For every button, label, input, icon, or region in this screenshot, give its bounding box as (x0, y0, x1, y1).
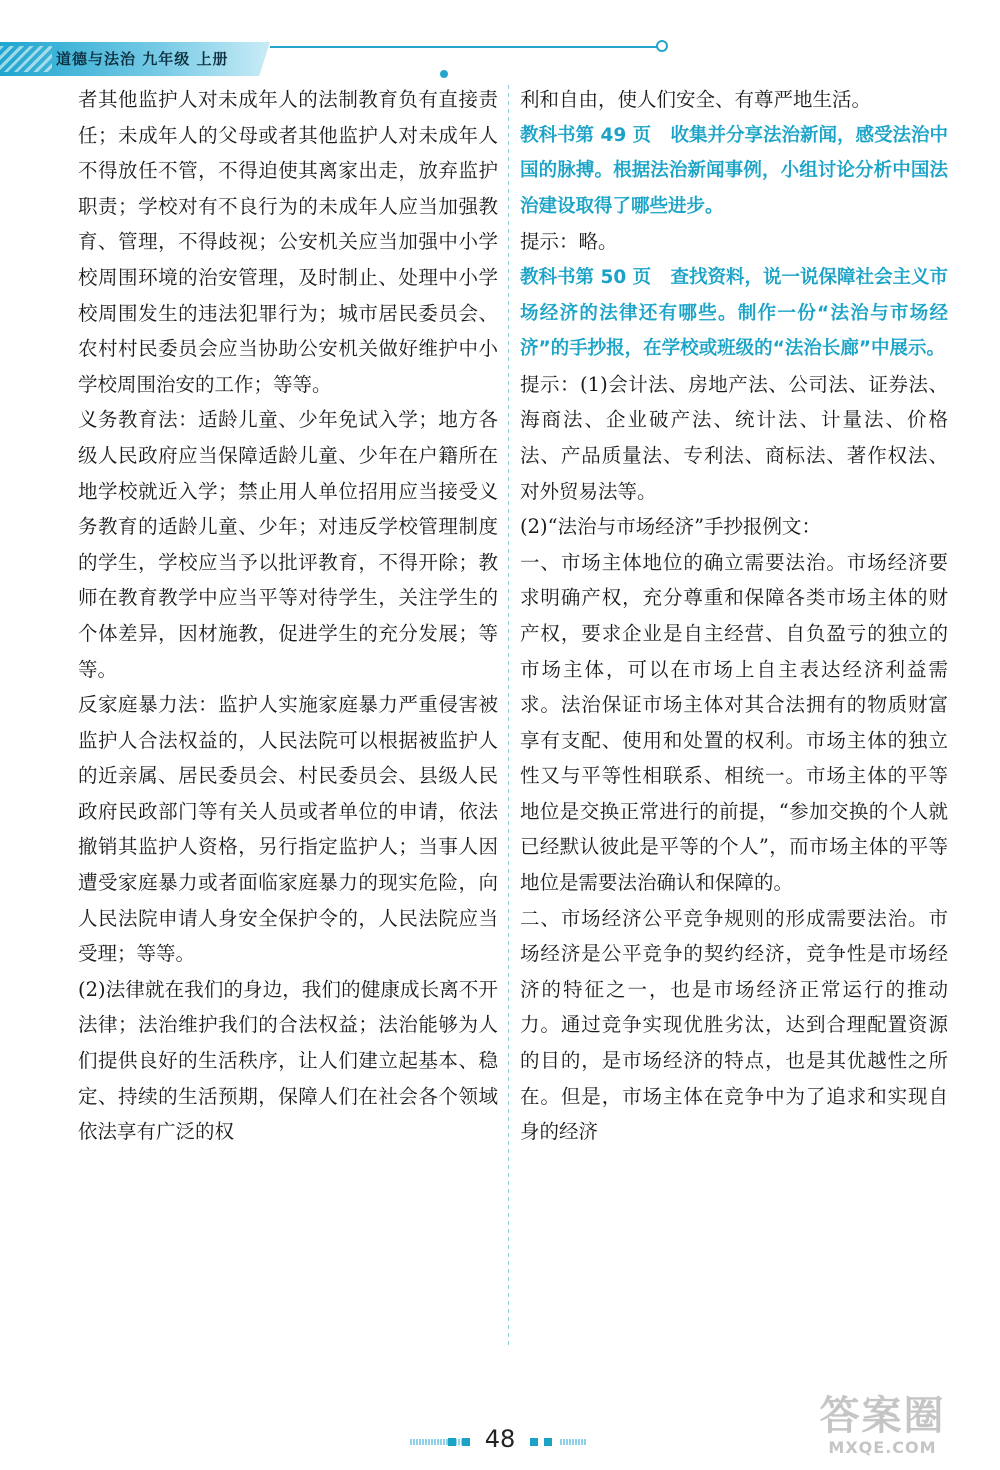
column-divider (508, 85, 509, 1347)
header-ring-ornament (656, 40, 668, 52)
footer-square (462, 1438, 470, 1446)
textbook-task-p50 (520, 260, 948, 367)
task-text: 查找资料，说一说保障社会主义市场经济的法律还有哪些。制作一份“法治与市场经济”的手抄报，在学校或班级的“法治长廊”中展示。 (520, 266, 948, 360)
page-number: 48 (484, 1425, 516, 1453)
task-text: 收集并分享法治新闻，感受法治中国的脉搏。根据法治新闻事例，小组讨论分析中国法治建设取得了哪些进步。 (520, 124, 948, 217)
continuation-text: 利和自由，使人们安全、有尊严地生活。 (520, 88, 872, 111)
example-title: (2)“法治与市场经济”手抄报例文： (520, 515, 822, 539)
paragraph-minor-protection: 者其他监护人对未成年人的法制教育负有直接责任；未成年人的父母或者其他监护人对未成年人不得放任不管，不得迫使其离家出走，放弃监护职责；学校对有不良行为的未成年人应当加强教育、管理，不得歧视；公安机关应当加强中小学校周围环境的治安管理，及时制止、处理中小学校周围发生的违法犯罪行为；城市居民委员会、农村村民委员会应当协助公安机关做好维护中小学校周围治安的工作；等等。 (78, 88, 498, 396)
watermark-logo (780, 1395, 985, 1465)
task-ref: 教科书第 50 页 (520, 266, 652, 288)
footer-square (448, 1438, 456, 1446)
running-header-title: 道德与法治 九年级 上册 (56, 50, 229, 68)
footer-square (544, 1438, 552, 1446)
hint-1: 提示：略。 (520, 230, 618, 254)
section-2: 二、市场经济公平竞争规则的形成需要法治。市场经济是公平竞争的契约经济，竞争性是市场经济的特征之一，也是市场经济正常运行的推动力。通过竞争实现优胜劣汰，达到合理配置资源的目的，是市场经济的特点，也是其优越性之所在。但是，市场主体在竞争中为了追求和实现自身的经济 (520, 906, 948, 1144)
watermark-text-top: 答案圈 (819, 1393, 946, 1439)
right-column (520, 82, 948, 1150)
header-dot-ornament (440, 70, 448, 78)
left-column (78, 82, 498, 1150)
header-stripes (0, 46, 52, 72)
header-rule (270, 46, 658, 48)
paragraph-anti-domestic-violence: 反家庭暴力法：监护人实施家庭暴力严重侵害被监护人合法权益的，人民法院可以根据被监护人的近亲属、居民委员会、村民委员会、县级人民政府民政部门等有关人员或者单位的申请，依法撤销其监护人资格，另行指定监护人；当事人因遭受家庭暴力或者面临家庭暴力的现实危险，向人民法院申请人身安全保护令的，人民法院应当受理；等等。 (78, 693, 498, 966)
paragraph-compulsory-education: 义务教育法：适龄儿童、少年免试入学；地方各级人民政府应当保障适龄儿童、少年在户籍所在地学校就近入学；禁止用人单位招用应当接受义务教育的适龄儿童、少年；对违反学校管理制度的学生，学校应当予以批评教育，不得开除；教师在教育教学中应当平等对待学生，关注学生的个体差异，因材施教，促进学生的充分发展；等等。 (78, 408, 498, 681)
hint-2: 提示：(1)会计法、房地产法、公司法、证券法、海商法、企业破产法、统计法、计量法、价格法、产品质量法、专利法、商标法、著作权法、对外贸易法等。 (520, 372, 948, 503)
paragraph-law-around-us: (2)法律就在我们的身边，我们的健康成长离不开法律；法治维护我们的合法权益；法治能够为人们提供良好的生活秩序，让人们建立起基本、稳定、持续的生活预期，保障人们在社会各个领域依法享有广泛的权 (78, 977, 498, 1144)
section-1: 一、市场主体地位的确立需要法治。市场经济要求明确产权，充分尊重和保障各类市场主体的财产权，要求企业是自主经营、自负盈亏的独立的市场主体，可以在市场上自主表达经济利益需求。法治保证市场主体对其合法拥有的物质财富享有支配、使用和处置的权利。市场主体的独立性又与平等性相联系、相统一。市场主体的平等地位是交换正常进行的前提，“参加交换的个人就已经默认彼此是平等的个人”，而市场主体的平等地位是需要法治确认和保障的。 (520, 550, 948, 895)
task-ref: 教科书第 49 页 (520, 124, 652, 146)
footer-square (530, 1438, 538, 1446)
textbook-task-p49 (520, 118, 948, 225)
footer-ornament-right (560, 1439, 586, 1445)
watermark-text-bottom: MXQE.COM (828, 1438, 937, 1457)
